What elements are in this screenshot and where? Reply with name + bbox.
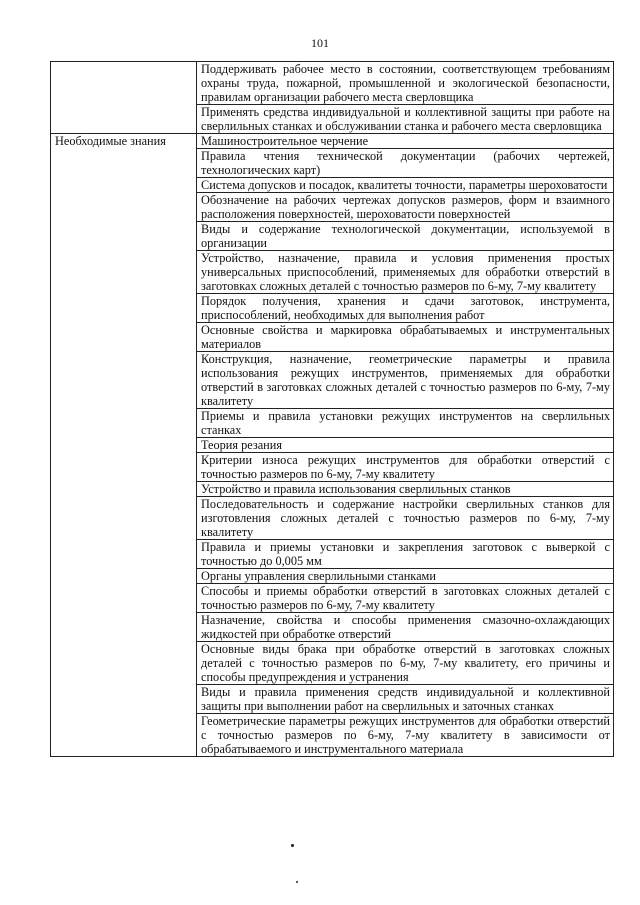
- requirement-item: Виды и содержание технологической документации, используемой в организации: [197, 222, 614, 251]
- requirement-item: Основные свойства и маркировка обрабатываемых и инструментальных материалов: [197, 323, 614, 352]
- page-number: 101: [311, 36, 329, 50]
- requirement-item: Устройство, назначение, правила и условия применения простых универсальных приспособлений, применяемых для обработки отверстий в заготовках сложных деталей с точностью размеров по 6-му, 7-му квалитету: [197, 251, 614, 294]
- requirement-item: Машиностроительное черчение: [197, 134, 614, 149]
- requirement-item: Устройство и правила использования сверлильных станков: [197, 482, 614, 497]
- requirement-item: Правила чтения технической документации (рабочих чертежей, технологических карт): [197, 149, 614, 178]
- section-label: Необходимые знания: [51, 134, 197, 757]
- requirement-item: Теория резания: [197, 438, 614, 453]
- section-label: [51, 62, 197, 134]
- requirements-table: [50, 61, 614, 757]
- requirement-item: Порядок получения, хранения и сдачи заготовок, инструмента, приспособлений, необходимых для выполнения работ: [197, 294, 614, 323]
- requirement-item: Основные виды брака при обработке отверстий в заготовках сложных деталей с точностью размеров по 6-му, 7-му квалитету, его причины и способы предупреждения и устранения: [197, 642, 614, 685]
- requirement-item: Правила и приемы установки и закрепления заготовок с выверкой с точностью до 0,005 мм: [197, 540, 614, 569]
- scan-speck: [291, 844, 294, 847]
- requirement-item: Конструкция, назначение, геометрические параметры и правила использования режущих инструментов, применяемых для обработки отверстий в заготовках сложных деталей с точностью размеров по 6-му, 7-му квалитету: [197, 352, 614, 409]
- table-row: [51, 62, 614, 105]
- requirement-item: Последовательность и содержание настройки сверлильных станков для изготовления сложных деталей с точностью размеров по 6-му, 7-му квалитету: [197, 497, 614, 540]
- requirement-item: Назначение, свойства и способы применения смазочно-охлаждающих жидкостей при обработке отверстий: [197, 613, 614, 642]
- requirement-item: Обозначение на рабочих чертежах допусков размеров, форм и взаимного расположения поверхностей, шероховатости поверхностей: [197, 193, 614, 222]
- requirement-item: Критерии износа режущих инструментов для обработки отверстий с точностью размеров по 6-му, 7-му квалитету: [197, 453, 614, 482]
- table-row: [51, 134, 614, 149]
- requirement-item: Приемы и правила установки режущих инструментов на сверлильных станках: [197, 409, 614, 438]
- requirement-item: Применять средства индивидуальной и коллективной защиты при работе на сверлильных станках и обслуживании станка и рабочего места сверловщика: [197, 105, 614, 134]
- requirement-item: Поддерживать рабочее место в состоянии, соответствующем требованиям охраны труда, пожарной, промышленной и экологической безопасности, правилам организации рабочего места сверловщика: [197, 62, 614, 105]
- requirement-item: Геометрические параметры режущих инструментов для обработки отверстий с точностью размеров по 6-му, 7-му квалитету в зависимости от обрабатываемого и инструментального материала: [197, 714, 614, 757]
- requirement-item: Способы и приемы обработки отверстий в заготовках сложных деталей с точностью размеров по 6-му, 7-му квалитету: [197, 584, 614, 613]
- scan-speck: [296, 881, 298, 883]
- requirement-item: Виды и правила применения средств индивидуальной и коллективной защиты при выполнении работ на сверлильных и заточных станках: [197, 685, 614, 714]
- requirement-item: Система допусков и посадок, квалитеты точности, параметры шероховатости: [197, 178, 614, 193]
- requirement-item: Органы управления сверлильными станками: [197, 569, 614, 584]
